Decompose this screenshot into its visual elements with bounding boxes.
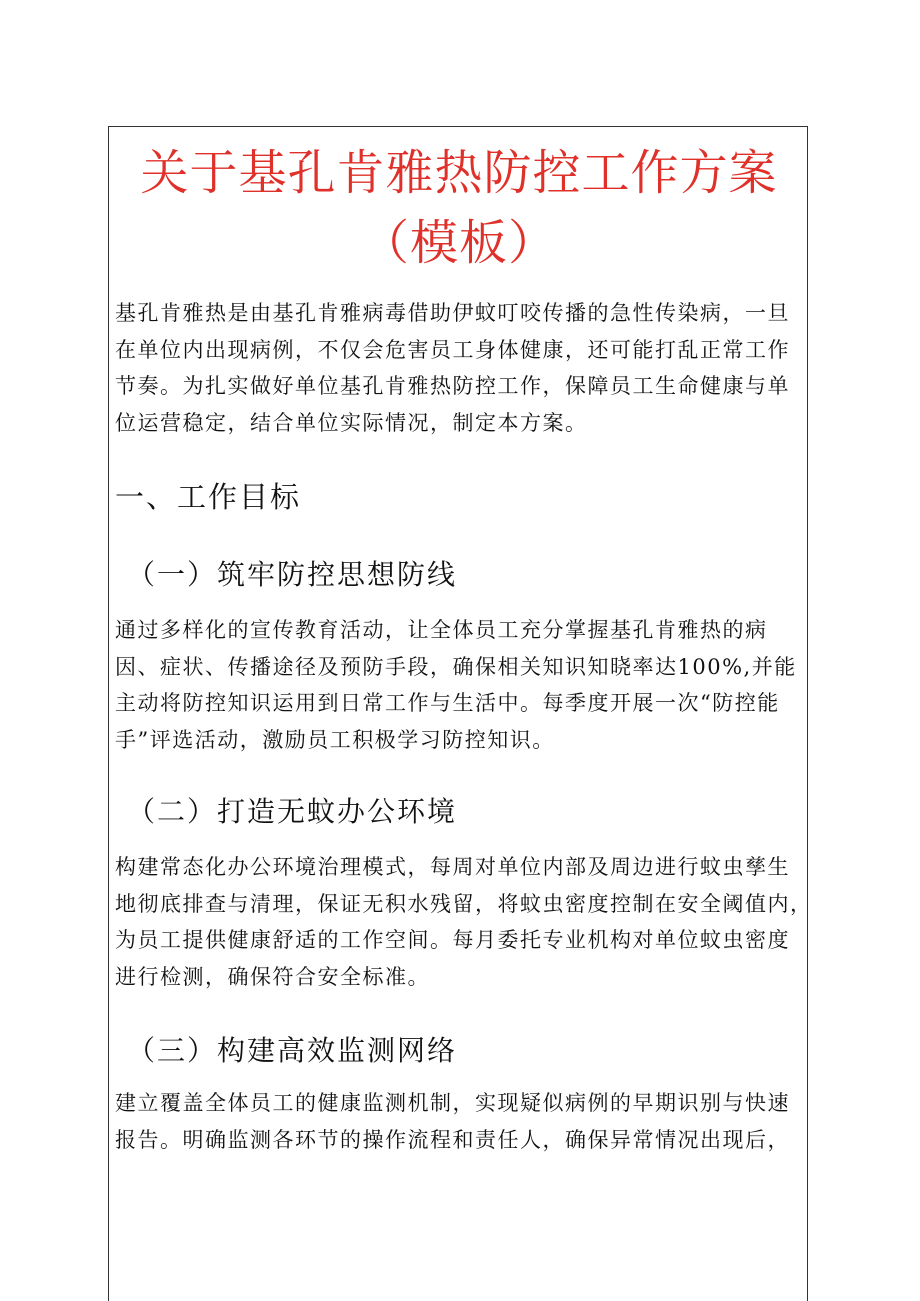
section-heading-goals: 一、工作目标 — [115, 480, 302, 514]
document-title: 关于基孔肯雅热防控工作方案 — [140, 145, 778, 201]
paragraph-line: 主动将防控知识运用到日常工作与生活中。每季度开展一次“防控能 — [115, 691, 780, 715]
subsection-heading-2: （二）打造无蚊办公环境 — [127, 795, 458, 828]
subsection-paragraph-3 — [115, 1085, 805, 1158]
intro-paragraph — [115, 295, 805, 441]
intro-line: 在单位内出现病例，不仅会危害员工身体健康，还可能打乱正常工作 — [115, 337, 790, 362]
paragraph-line: 为员工提供健康舒适的工作空间。每月委托专业机构对单位蚊虫密度 — [115, 928, 790, 952]
intro-line: 节奏。为扎实做好单位基孔肯雅热防控工作，保障员工生命健康与单 — [115, 374, 790, 398]
paragraph-line: 进行检测，确保符合安全标准。 — [115, 964, 430, 989]
intro-line: 基孔肯雅热是由基孔肯雅病毒借助伊蚊叮咬传播的急性传染病，一旦 — [115, 301, 790, 325]
paragraph-line: 建立覆盖全体员工的健康监测机制，实现疑似病例的早期识别与快速 — [115, 1091, 790, 1115]
document-frame — [108, 126, 813, 1301]
subsection-paragraph-1 — [115, 612, 805, 758]
intro-line: 位运营稳定，结合单位实际情况，制定本方案。 — [115, 410, 588, 435]
document-title-template-note: （模板） — [360, 215, 557, 271]
subsection-paragraph-2 — [115, 849, 813, 995]
paragraph-line: 构建常态化办公环境治理模式，每周对单位内部及周边进行蚊虫孳生 — [115, 855, 790, 879]
paragraph-line: 手”评选活动，激励员工积极学习防控知识。 — [115, 727, 555, 752]
paragraph-line: 因、症状、传播途径及预防手段，确保相关知识知晓率达100%,并能 — [115, 654, 797, 679]
paragraph-line: 报告。明确监测各环节的操作流程和责任人，确保异常情况出现后， — [115, 1127, 790, 1152]
subsection-heading-3: （三）构建高效监测网络 — [127, 1034, 458, 1067]
paragraph-line: 通过多样化的宣传教育活动，让全体员工充分掌握基孔肯雅热的病 — [115, 618, 768, 642]
subsection-heading-1: （一）筑牢防控思想防线 — [127, 558, 458, 591]
paragraph-line: 地彻底排查与清理，保证无积水残留，将蚊虫密度控制在安全阈值内， — [115, 891, 813, 916]
